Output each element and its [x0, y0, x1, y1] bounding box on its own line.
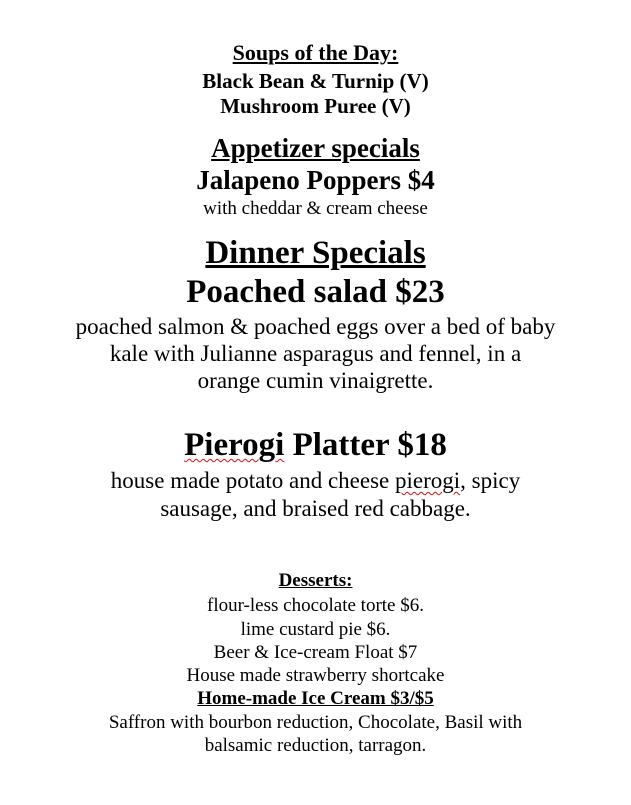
dessert-item: House made strawberry shortcake [186, 665, 445, 686]
salad-description-line: kale with Julianne asparagus and fennel, in a [109, 341, 522, 366]
appetizer-title: Jalapeno Poppers $4 [196, 165, 435, 195]
pierogi-title [0, 427, 631, 463]
pierogi-desc-post: , spicy [460, 468, 521, 493]
soup-item: Mushroom Puree (V) [220, 94, 411, 118]
salad-description-line: orange cumin vinaigrette. [197, 368, 434, 393]
pierogi-title-rest: Platter $18 [284, 427, 447, 463]
pierogi-desc-pre: house made potato and cheese [110, 468, 395, 493]
dessert-item: flour-less chocolate torte $6. [207, 595, 424, 616]
icecream-heading: Home-made Ice Cream $3/$5 [197, 688, 434, 709]
appetizer-description: with cheddar & cream cheese [203, 198, 428, 219]
spellcheck-word: pierogi [394, 468, 461, 493]
soups-heading: Soups of the Day: [232, 40, 399, 65]
pierogi-description-line [0, 468, 631, 493]
salad-title: Poached salad $23 [186, 274, 445, 310]
dinner-heading: Dinner Specials [205, 235, 426, 271]
icecream-flavors-line: balsamic reduction, tarragon. [204, 735, 427, 756]
soup-item: Black Bean & Turnip (V) [202, 69, 429, 93]
salad-description-line: poached salmon & poached eggs over a bed of baby [75, 314, 556, 339]
dessert-item: lime custard pie $6. [240, 619, 391, 640]
appetizer-heading: Appetizer specials [211, 133, 420, 163]
dessert-item: Beer & Ice-cream Float $7 [213, 642, 418, 663]
icecream-flavors-line: Saffron with bourbon reduction, Chocolate, Basil with [108, 712, 523, 733]
desserts-heading: Desserts: [278, 570, 353, 591]
pierogi-description-line: sausage, and braised red cabbage. [160, 496, 471, 521]
spellcheck-word: Pierogi [184, 427, 285, 463]
